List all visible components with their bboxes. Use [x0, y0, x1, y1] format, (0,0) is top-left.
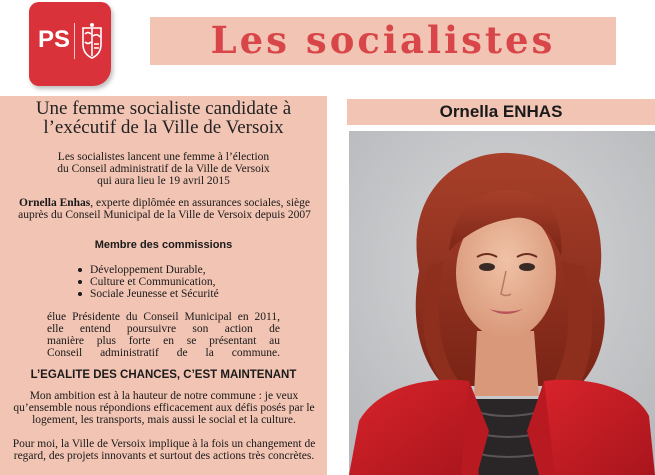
presidency-paragraph: [47, 311, 280, 359]
ambition-paragraph: Mon ambition est à la hauteur de notre commune : je veux qu’ensemble nous répondions efficacement aux défis posés par le logement, les transports, mais aussi le social et la culture.: [13, 390, 315, 426]
slogan-heading: L’EGALITE DES CHANCES, C’EST MAINTENANT: [30, 369, 297, 381]
commissions-list: [76, 264, 326, 300]
banner-title: Les socialistes: [210, 18, 556, 62]
portrait-illustration: [349, 131, 655, 475]
bio-name: Ornella Enhas: [19, 197, 91, 209]
title-banner: [150, 17, 616, 65]
headline: [0, 99, 327, 137]
name-bar: [347, 99, 655, 125]
headline-line-2: l’exécutif de la Ville de Versoix: [43, 117, 284, 138]
ps-logo: [29, 2, 111, 86]
presidency-line-4: Conseil administratif de la commune.: [47, 347, 280, 359]
list-item: Sociale Jeunesse et Sécurité: [76, 288, 326, 300]
bio-paragraph: [12, 197, 317, 221]
logo-divider: [74, 23, 75, 59]
presidency-line-2: elle entend poursuivre son action de: [47, 323, 280, 335]
presidency-line-1: élue Présidente du Conseil Municipal en 2011,: [47, 311, 280, 323]
geneva-emblem-icon: [79, 22, 105, 62]
bio-text: , experte diplômée en assurances sociales, siège auprès du Conseil Municipal de la Ville de Versoix depuis 2007: [18, 197, 311, 221]
presidency-line-3: manière plus forte en se présentant au: [47, 335, 280, 347]
logo-text: PS: [38, 26, 71, 53]
intro-line-1: Les socialistes lancent une femme à l’élection: [57, 151, 270, 163]
left-column: [0, 96, 327, 475]
candidate-portrait: [349, 131, 655, 475]
intro-paragraph: [0, 151, 327, 187]
intro-line-3: qui aura lieu le 19 avril 2015: [97, 175, 230, 187]
commissions-title: Membre des commissions: [94, 239, 233, 251]
headline-line-1: Une femme socialiste candidate à: [35, 98, 292, 119]
list-item: Culture et Communication,: [76, 276, 326, 288]
vision-paragraph: Pour moi, la Ville de Versoix implique à la fois un changement de regard, des projets innovants et surtout des actions très concrètes.: [12, 438, 316, 462]
candidate-name: Ornella ENHAS: [439, 102, 563, 121]
intro-line-2: du Conseil administratif de la Ville de Versoix: [57, 163, 270, 175]
list-item: Développement Durable,: [76, 264, 326, 276]
